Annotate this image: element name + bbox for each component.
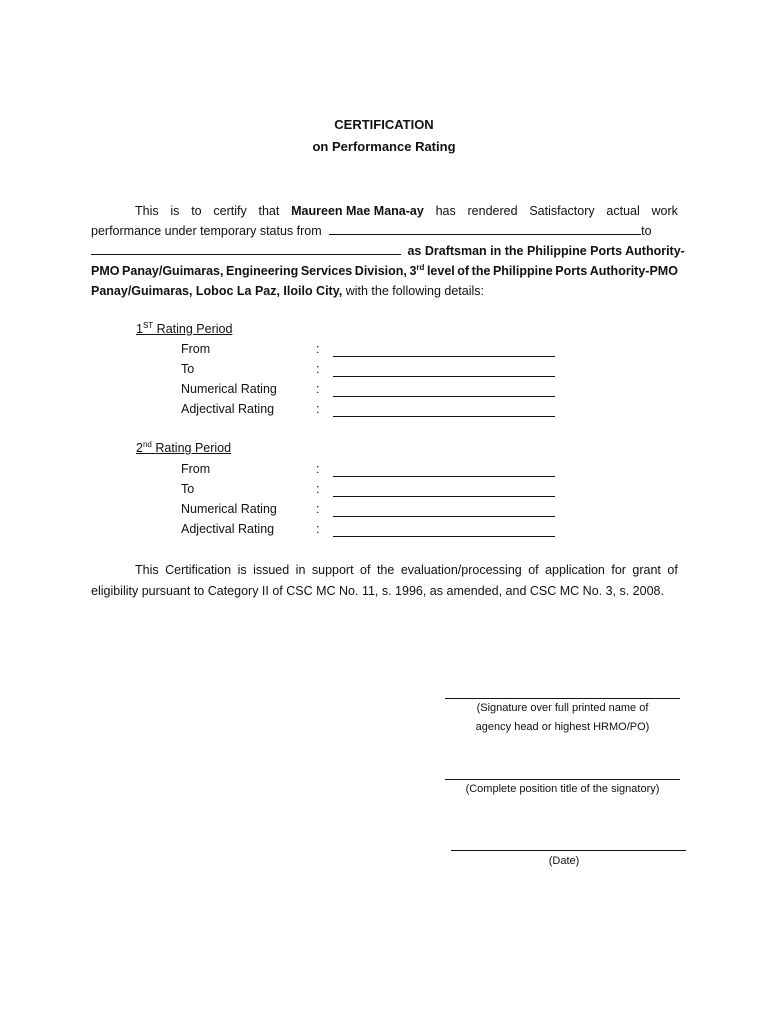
to-label: to [641,224,652,238]
p1-word: actual [606,204,640,218]
paragraph-line-1 [91,201,678,221]
s-word: grant [632,563,661,577]
period1-to-row [181,362,561,382]
p1-word: Satisfactory [529,204,595,218]
p1-word: work [651,204,678,218]
level-number: 3 [409,264,417,278]
p1-word: Authority-PMO [589,264,678,278]
paragraph-line-2 [91,221,678,241]
p1-word: to [191,204,202,218]
p1-word: PMO [91,264,120,278]
period-sup: ST [142,321,154,330]
colon: : [316,482,320,496]
period1-numerical-row [181,382,561,402]
p1-word: Services [300,264,353,278]
details-lead: with the following details: [342,284,484,298]
employee-name: Maureen Mae Mana-ay [291,204,424,218]
period2-to-row [181,482,561,502]
period-number: 1 [136,322,143,336]
p1-word: Engineering [226,264,299,278]
position-caption: (Complete position title of the signatory) [465,783,660,795]
period2-numerical-blank [333,516,555,517]
support-line-1 [91,560,678,581]
period1-adjectival-row [181,402,561,422]
p1-word: certify [213,204,247,218]
s-word: of [667,563,678,577]
field-label: Adjectival Rating [181,522,275,536]
colon: : [316,342,320,356]
period-number: 2 [136,441,143,455]
signature-caption-2: agency head or highest HRMO/PO) [475,721,650,733]
status-from-blank [329,221,641,235]
document-title: CERTIFICATION [334,117,434,132]
period-sup: nd [142,440,152,449]
field-label: Adjectival Rating [181,402,275,416]
position-line [445,779,680,780]
period2-from-row [181,462,561,482]
field-label: From [181,462,211,476]
status-to-blank [91,241,401,255]
s-word: This [135,563,159,577]
p1-word: Ports [555,264,588,278]
colon: : [316,522,320,536]
support-line-2: eligibility pursuant to Category II of CSC MC No. 11, s. 1996, as amended, and CSC MC No. 3, s. 2008. [91,584,664,598]
period2-to-blank [333,496,555,497]
office-address: Panay/Guimaras, Loboc La Paz, Iloilo City, [91,284,343,298]
status-label: performance under temporary status from [91,224,322,238]
rating-period-1-heading [136,322,232,336]
level-ordinal [409,261,424,281]
p1-word: that [258,204,280,218]
p1-word: has [435,204,456,218]
document-subtitle: on Performance Rating [312,139,456,154]
p1-word: is [170,204,180,218]
period1-from-row [181,342,561,362]
position-text: as Draftsman in the Philippine Ports Authority- [407,244,685,258]
period2-from-blank [333,476,555,477]
period-label: Rating Period [155,441,232,455]
s-word: support [311,563,354,577]
s-word: the [376,563,395,577]
s-word: for [611,563,626,577]
paragraph-line-3 [91,241,685,261]
p1-word: This [135,204,159,218]
colon: : [316,462,320,476]
period2-adjectival-row [181,522,561,542]
p1-word: of [457,264,470,278]
s-word: issued [253,563,290,577]
field-label: Numerical Rating [181,502,277,516]
paragraph-line-4 [91,261,678,281]
s-word: of [360,563,371,577]
colon: : [316,382,320,396]
signature-caption-1: (Signature over full printed name of [476,702,649,714]
period1-to-blank [333,376,555,377]
p1-word: level [426,264,455,278]
paragraph-line-5 [91,281,678,301]
rating-period-2-heading [136,441,231,455]
field-label: Numerical Rating [181,382,277,396]
s-word: application [545,563,605,577]
p1-word: rendered [467,204,518,218]
s-word: is [237,563,247,577]
period2-adjectival-blank [333,536,555,537]
s-word: in [295,563,306,577]
p1-word: Panay/Guimaras, [122,264,224,278]
period1-from-blank [333,356,555,357]
s-word: evaluation/processing [400,563,522,577]
field-label: To [181,362,195,376]
s-word: Certification [165,563,232,577]
period2-numerical-row [181,502,561,522]
date-line [451,850,686,851]
period1-numerical-blank [333,396,555,397]
colon: : [316,502,320,516]
date-caption: (Date) [548,855,580,867]
p1-word: Philippine [492,264,553,278]
p1-word: Division, [354,264,407,278]
field-label: To [181,482,195,496]
p1-word: the [471,264,491,278]
s-word: of [528,563,539,577]
period1-adjectival-blank [333,416,555,417]
colon: : [316,402,320,416]
level-sup: rd [416,263,425,272]
period-label: Rating Period [156,322,233,336]
signature-line [445,698,680,699]
field-label: From [181,342,211,356]
colon: : [316,362,320,376]
